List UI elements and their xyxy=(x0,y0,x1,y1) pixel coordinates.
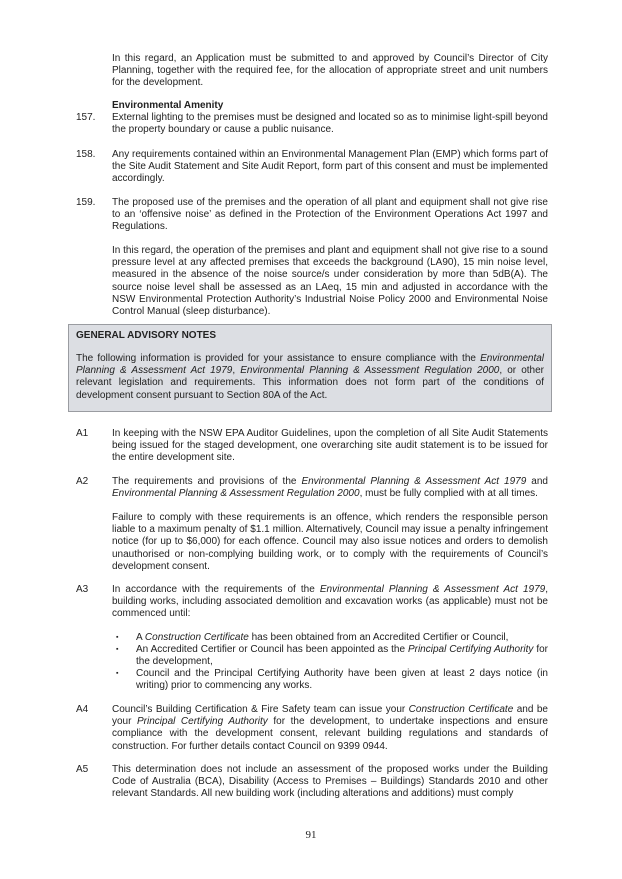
condition-158-number: 158. xyxy=(76,149,96,160)
note-a1-text: In keeping with the NSW EPA Auditor Guidelines, upon the completion of all Site Audit Statements being issued for the staged development, one overarching site audit statement is to be issued for the entire development site. xyxy=(112,428,548,464)
advisory-title: GENERAL ADVISORY NOTES xyxy=(76,330,217,341)
note-a4-number: A4 xyxy=(76,704,89,715)
note-a2-text: The requirements and provisions of the Environmental Planning & Assessment Act 1979 and Environmental Planning & Assessment Regulation 2000, must be fully complied with at all times. xyxy=(112,476,548,500)
condition-159-number: 159. xyxy=(76,197,96,208)
general-advisory-notes-box xyxy=(68,324,552,412)
note-a3-bullet-3: Council and the Principal Certifying Authority have been given at least 2 days notice (in writing) prior to commencing any works. xyxy=(136,668,548,692)
condition-158-text: Any requirements contained within an Environmental Management Plan (EMP) which forms part of the Site Audit Statement and Site Audit Report, form part of this consent and must be implemented accordingly. xyxy=(112,149,548,185)
intro-paragraph: In this regard, an Application must be submitted to and approved by Council’s Director of City Planning, together with the required fee, for the allocation of appropriate street and unit numbers for the development. xyxy=(112,53,548,89)
bullet-marker: ▪ xyxy=(116,646,119,653)
note-a3-bullet-1: A Construction Certificate has been obtained from an Accredited Certifier or Council, xyxy=(136,632,509,643)
note-a1-number: A1 xyxy=(76,428,89,439)
advisory-text: The following information is provided for your assistance to ensure compliance with the Environmental Planning & Assessment Act 1979, Environmental Planning & Assessment Regulation 2000, or other relevant legislation and requirements. This information does not form part of the conditions of development consent pursuant to Section 80A of the Act. xyxy=(76,353,544,401)
condition-157-text: External lighting to the premises must be designed and located so as to minimise light-spill beyond the property boundary or cause a public nuisance. xyxy=(112,112,548,136)
note-a2-paragraph-2: Failure to comply with these requirements is an offence, which renders the responsible person liable to a maximum penalty of $1.1 million. Alternatively, Council may issue a penalty infringement notice (for up to $6,000) for each offence. Council may also issue notices and orders to demolish unauthorised or non-complying building work, or to comply with the requirements of Council’s development consent. xyxy=(112,512,548,572)
condition-157-number: 157. xyxy=(76,112,96,123)
note-a2-number: A2 xyxy=(76,476,89,487)
bullet-marker: ▪ xyxy=(116,634,119,641)
note-a4-text: Council’s Building Certification & Fire Safety team can issue your Construction Certificate and be your Principal Certifying Authority for the development, to undertake inspections and ensure compliance with the development consent, relevant building regulations and standards of construction. For further details contact Council on 9399 0944. xyxy=(112,704,548,752)
note-a3-number: A3 xyxy=(76,584,89,595)
note-a3-bullet-2: An Accredited Certifier or Council has been appointed as the Principal Certifying Authority for the development, xyxy=(136,644,549,668)
bullet-marker: ▪ xyxy=(116,670,119,677)
condition-159-text: The proposed use of the premises and the operation of all plant and equipment shall not give rise to an ‘offensive noise’ as defined in the Protection of the Environment Operations Act 1997 and Regulations. xyxy=(112,197,548,233)
environmental-amenity-heading: Environmental Amenity xyxy=(112,100,224,111)
note-a5-text: This determination does not include an assessment of the proposed works under the Building Code of Australia (BCA), Disability (Access to Premises – Buildings) Standards 2010 and other relevant Standards. All new building work (including alterations and additions) must comply xyxy=(112,764,548,800)
note-a3-text: In accordance with the requirements of the Environmental Planning & Assessment Act 1979, building works, including associated demolition and excavation works (as applicable) must not be commenced until: xyxy=(112,584,548,620)
page-number: 91 xyxy=(305,829,317,841)
note-a5-number: A5 xyxy=(76,764,89,775)
condition-159-paragraph-2: In this regard, the operation of the premises and plant and equipment shall not give rise to a sound pressure level at any affected premises that exceeds the background (LA90), 15 min noise level, measured in the absence of the noise source/s under consideration by more than 5dB(A). The source noise level shall be assessed as an LAeq, 15 min and adjusted in accordance with the NSW Environmental Protection Authority’s Industrial Noise Policy 2000 and Environmental Noise Control Manual (sleep disturbance). xyxy=(112,245,548,318)
